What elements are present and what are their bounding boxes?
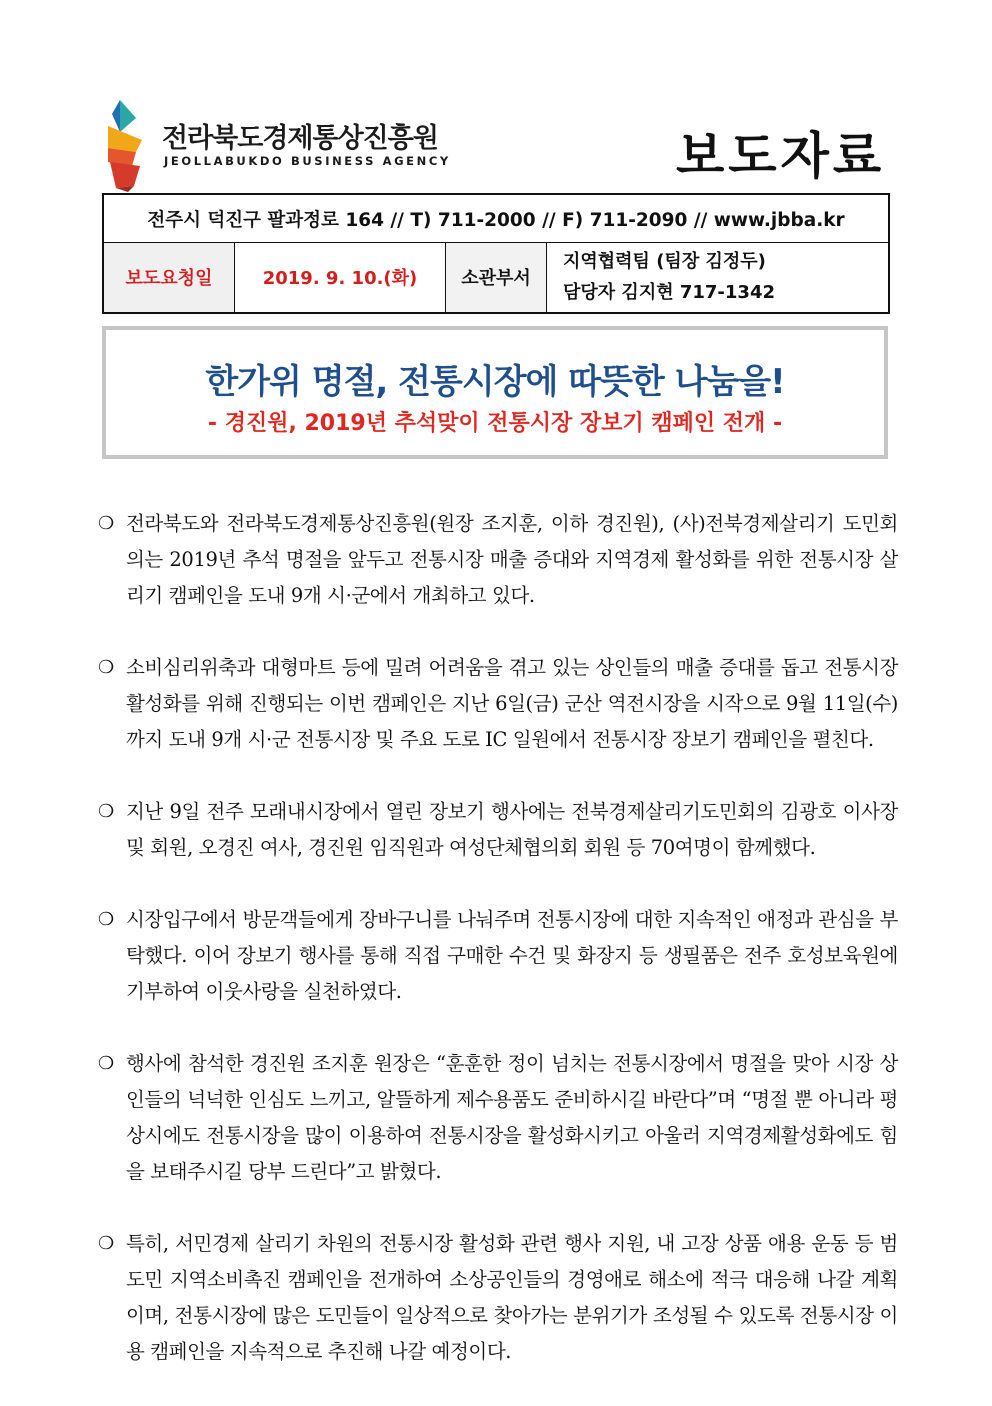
paragraph	[98, 902, 898, 1010]
paragraph	[98, 1226, 898, 1370]
paragraph	[98, 794, 898, 866]
circle-bullet-icon: ❍	[98, 1053, 114, 1074]
document-type-title: 보도자료	[676, 127, 886, 185]
paragraph	[98, 506, 898, 614]
paragraph-text: 소비심리위축과 대형마트 등에 밀려 어려움을 겪고 있는 상인들의 매출 증대를 돕고 전통시장 활성화를 위해 진행되는 이번 캠페인은 지난 6일(금) 군산 역전시장을 시작으로 9월 11일(수)까지 도내 9개 시·군 전통시장 및 주요 도로 IC 일원에서 전통시장 장보기 캠페인을 펼친다.	[126, 656, 898, 751]
headline-box	[102, 326, 888, 459]
department-cell	[547, 243, 890, 313]
circle-bullet-icon: ❍	[98, 801, 114, 822]
department-label: 소관부서	[446, 243, 547, 313]
contact-person: 담당자 김지현 717-1342	[563, 282, 776, 304]
circle-bullet-icon: ❍	[98, 1233, 114, 1254]
agency-logo-icon	[106, 96, 158, 192]
paragraph	[98, 650, 898, 758]
address-line: 전주시 덕진구 팔과정로 164 // T) 711-2000 // F) 711-2090 // www.jbba.kr	[103, 194, 889, 243]
circle-bullet-icon: ❍	[98, 657, 114, 678]
paragraph-text: 특히, 서민경제 살리기 차원의 전통시장 활성화 관련 행사 지원, 내 고장 상품 애용 운동 등 범도민 지역소비촉진 캠페인을 전개하여 소상공인들의 경영애로 해소에 적극 대응해 나갈 계획이며, 전통시장에 많은 도민들이 일상적으로 찾아가는 분위기가 조성될 수 있도록 전통시장 이용 캠페인을 지속적으로 추진해 나갈 예정이다.	[126, 1232, 898, 1363]
contact-info-table	[102, 193, 890, 314]
request-date-label: 보도요청일	[103, 243, 235, 313]
paragraph-text: 행사에 참석한 경진원 조지훈 원장은 “훈훈한 정이 넘치는 전통시장에서 명절을 맞아 시장 상인들의 넉넉한 인심도 느끼고, 알뜰하게 제수용품도 준비하시길 바란다”며 “명절 뿐 아니라 평상시에도 전통시장을 많이 이용하여 전통시장을 활성화시키고 아울러 지역경제활성화에도 힘을 보태주시길 당부 드린다”고 밝혔다.	[126, 1052, 898, 1183]
article-body	[98, 506, 898, 1406]
paragraph	[98, 1046, 898, 1190]
department-team: 지역협력팀 (팀장 김정두)	[563, 251, 766, 273]
request-date-value: 2019. 9. 10.(화)	[235, 243, 446, 313]
paragraph-text: 시장입구에서 방문객들에게 장바구니를 나눠주며 전통시장에 대한 지속적인 애정과 관심을 부탁했다. 이어 장보기 행사를 통해 직접 구매한 수건 및 화장지 등 생필품은 전주 호성보육원에 기부하여 이웃사랑을 실천하였다.	[126, 908, 898, 1003]
headline: 한가위 명절, 전통시장에 따뜻한 나눔을!	[205, 362, 785, 402]
paragraph-text: 전라북도와 전라북도경제통상진흥원(원장 조지훈, 이하 경진원), (사)전북경제살리기 도민회의는 2019년 추석 명절을 앞두고 전통시장 매출 증대와 지역경제 활성화를 위한 전통시장 살리기 캠페인을 도내 9개 시·군에서 개최하고 있다.	[126, 512, 898, 607]
paragraph-text: 지난 9일 전주 모래내시장에서 열린 장보기 행사에는 전북경제살리기도민회의 김광호 이사장 및 회원, 오경진 여사, 경진원 임직원과 여성단체협의회 회원 등 70여명이 함께했다.	[126, 800, 898, 859]
circle-bullet-icon: ❍	[98, 513, 114, 534]
org-name-korean: 전라북도경제통상진흥원	[162, 123, 438, 154]
circle-bullet-icon: ❍	[98, 909, 114, 930]
subheadline: - 경진원, 2019년 추석맞이 전통시장 장보기 캠페인 전개 -	[207, 411, 783, 436]
org-name-english: JEOLLABUKDO BUSINESS AGENCY	[164, 154, 451, 168]
agency-logo	[106, 96, 451, 192]
